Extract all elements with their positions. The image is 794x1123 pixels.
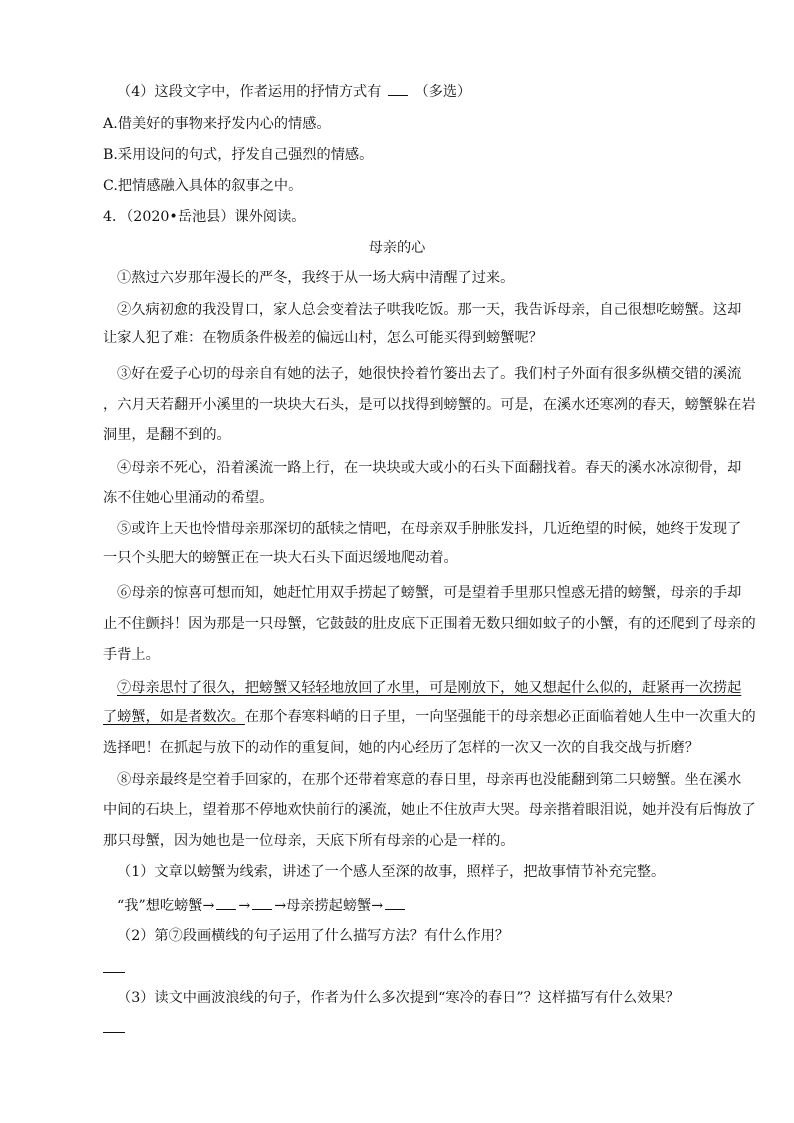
paragraph-5-line-1: ⑤或许上天也怜惜母亲那深切的舐犊之情吧，在母亲双手肿胀发抖，几近绝望的时候，她终于发现了 [117, 521, 742, 537]
subquestion-1-plot-chain [117, 895, 737, 916]
paragraph-7-line-2-text: 在那个春寒料峭的日子里，一向坚强能干的母亲想必正面临着她人生中一次重大的 [244, 709, 756, 725]
paragraph-5-line-2: 一只个头肥大的螃蟹正在一块大石头下面迟缓地爬动着。 [103, 550, 458, 566]
paragraph-6-line-3: 手背上。 [103, 647, 160, 663]
subquestion-1-stem: （1）文章以螃蟹为线索，讲述了一个感人至深的故事，照样子，把故事情节补充完整。 [117, 864, 666, 880]
paragraph-4-line-2: 冻不住她心里涌动的希望。 [103, 490, 274, 506]
paragraph-2-line-1: ②久病初愈的我没胃口，家人总会变着法子哄我吃饭。那一天，我告诉母亲，自己很想吃螃蟹。这却 [117, 302, 742, 318]
subquestion-3-stem: （3）读文中画波浪线的句子，作者为什么多次提到“寒冷的春日”？这样描写有什么效果？ [117, 990, 680, 1006]
paragraph-3-line-2: ，六月天若翻开小溪里的一块块大石头，是可以找得到螃蟹的。可是，在溪水还寒冽的春天，螃蟹躲在岩 [103, 397, 756, 413]
paragraph-3-line-1: ③好在爱子心切的母亲自有她的法子，她很快拎着竹篓出去了。我们村子外面有很多纵横交错的溪流 [117, 366, 742, 382]
underlined-sentence-end: 了螃蟹，如是者数次。 [103, 709, 245, 725]
q4-stem-text: （4）这段文字中，作者运用的抒情方式有 [117, 84, 382, 100]
underlined-sentence: ⑦母亲思忖了很久，把螃蟹又轻轻地放回了水里，可是刚放下，她又想起什么似的，赶紧再一次捞起 [117, 680, 742, 696]
subquestion-2-stem: （2）第⑦段画横线的句子运用了什么描写方法？有什么作用？ [117, 928, 510, 944]
paragraph-4-line-1: ④母亲不死心，沿着溪流一路上行，在一块块或大或小的石头下面翻找着。春天的溪水冰凉彻骨，却 [117, 460, 742, 476]
paragraph-7-line-1 [117, 678, 742, 698]
plot-arrow: → [238, 898, 251, 914]
paragraph-6-line-1: ⑥母亲的惊喜可想而知，她赶忙用双手捞起了螃蟹，可是望着手里那只惶惑无措的螃蟹，母亲的手却 [117, 585, 742, 601]
q4-option-c: C.把情感融入具体的叙事之中。 [103, 178, 303, 194]
paragraph-2-line-2: 让家人犯了难：在物质条件极差的偏远山村，怎么可能买得到螃蟹呢？ [103, 330, 543, 346]
q4-stem [117, 81, 737, 102]
paragraph-1: ①熬过六岁那年漫长的严冬，我终于从一场大病中清醒了过来。 [117, 270, 515, 286]
paragraph-6-line-2: 止不住颤抖！因为那是一只母蟹，它鼓鼓的肚皮底下正围着无数只细如蚊子的小蟹，有的还爬到了母亲的 [103, 616, 756, 632]
plot-blank-2[interactable] [252, 895, 272, 910]
q4-answer-blank[interactable] [388, 81, 408, 96]
plot-step-3: →母亲捞起螃蟹→ [274, 898, 384, 914]
subquestion-3-answer-line[interactable] [103, 1032, 125, 1033]
paragraph-3-line-3: 洞里，是翻不到的。 [103, 427, 231, 443]
paragraph-7-line-3: 选择吧！在抓起与放下的动作的重复间，她的内心经历了怎样的一次又一次的自我交战与折磨？ [103, 740, 699, 756]
passage-title: 母亲的心 [368, 240, 426, 256]
paragraph-8-line-1: ⑧母亲最终是空着手回家的，在那个还带着寒意的春日里，母亲再也没能翻到第二只螃蟹。坐在溪水 [117, 772, 742, 788]
paragraph-8-line-3: 那只母蟹，因为她也是一位母亲，天底下所有母亲的心是一样的。 [103, 833, 515, 849]
paragraph-8-line-2: 中间的石块上，望着那不停地欢快前行的溪流，她止不住放声大哭。母亲揩着眼泪说，她并没有后悔放了 [103, 802, 756, 818]
subquestion-2-answer-line[interactable] [103, 972, 125, 973]
paragraph-7-line-2 [103, 707, 756, 727]
q4-option-b: B.采用设问的句式，抒发自己强烈的情感。 [103, 147, 374, 163]
q4-option-a: A.借美好的事物来抒发内心的情感。 [103, 116, 331, 132]
plot-step-1: “我”想吃螃蟹→ [117, 898, 215, 914]
plot-blank-1[interactable] [216, 895, 236, 910]
plot-blank-3[interactable] [385, 895, 405, 910]
problem-4-header: 4．（2020•岳池县）课外阅读。 [103, 209, 306, 225]
q4-stem-suffix: （多选） [414, 84, 472, 100]
